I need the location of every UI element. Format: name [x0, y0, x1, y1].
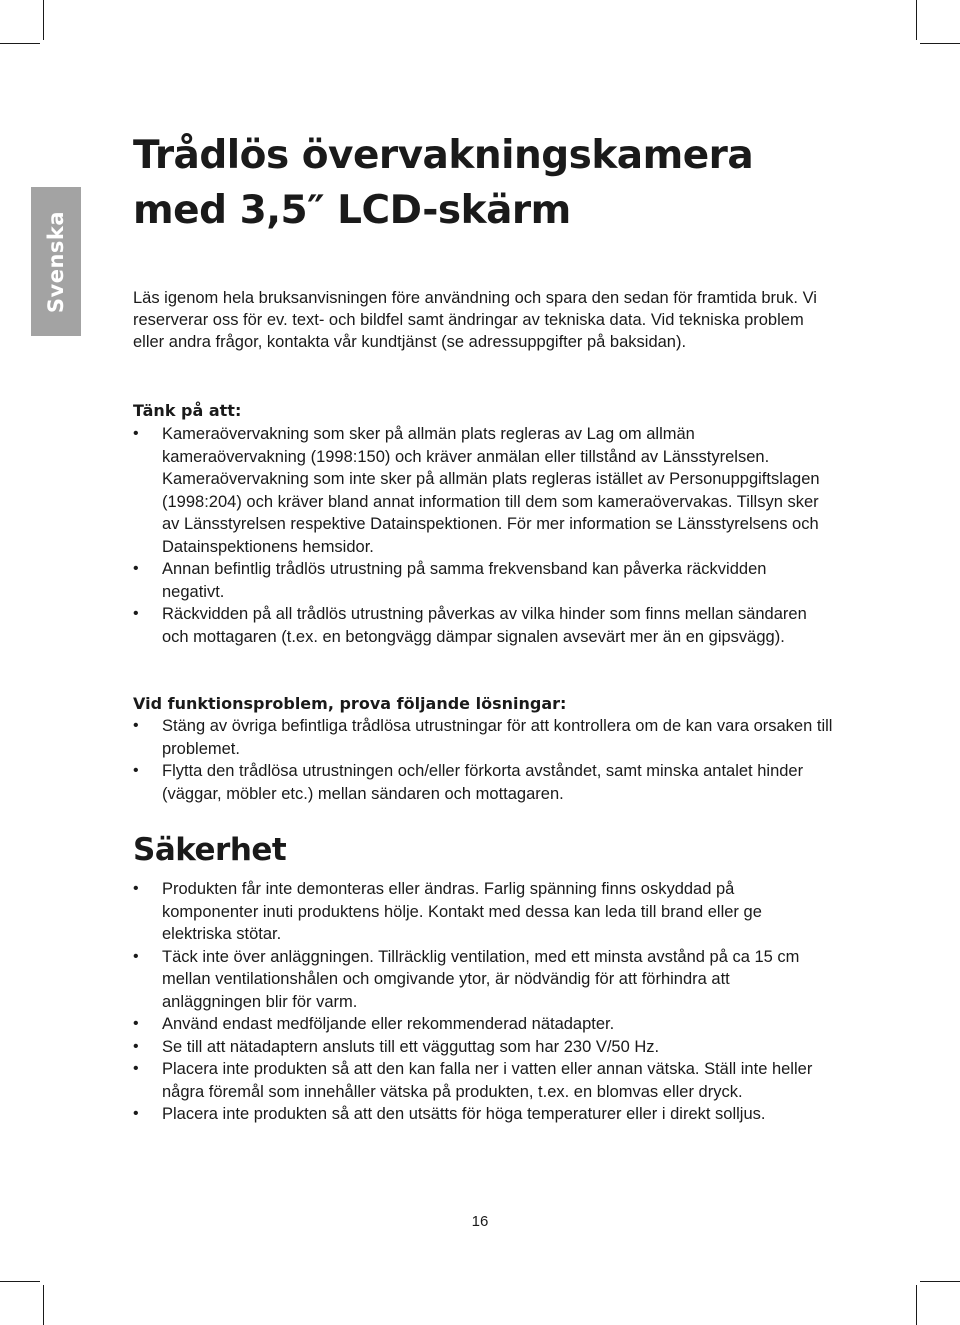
list-item	[133, 878, 833, 946]
bullet-icon: •	[133, 947, 139, 965]
bullet-icon: •	[133, 762, 139, 779]
language-tab-label: Svenska	[44, 210, 68, 313]
funktionsproblem-list	[133, 715, 833, 805]
bullet-icon: •	[133, 1105, 139, 1122]
list-item	[133, 423, 833, 558]
crop-mark	[0, 1281, 40, 1282]
bullet-icon: •	[133, 1060, 139, 1077]
list-item-text: Placera inte produkten så att den utsätts för höga temperaturer eller i direkt solljus.	[162, 1105, 766, 1123]
list-item	[133, 1013, 833, 1036]
bullet-icon: •	[133, 605, 139, 622]
bullet-icon: •	[133, 880, 139, 897]
list-item-text: Flytta den trådlösa utrustningen och/eller förkorta avståndet, samt minska antalet hinder (väggar, möbler etc.) mellan sändaren och mottagaren.	[162, 762, 804, 803]
language-tab	[31, 187, 81, 336]
list-item	[133, 1036, 833, 1059]
list-item	[133, 760, 833, 805]
crop-mark	[43, 1285, 44, 1325]
crop-mark	[916, 0, 917, 40]
funktionsproblem-heading: Vid funktionsproblem, prova följande lösningar:	[133, 694, 567, 713]
bullet-icon: •	[133, 425, 139, 442]
tank-pa-att-heading: Tänk på att:	[133, 401, 242, 420]
crop-mark	[916, 1285, 917, 1325]
list-item-text: Placera inte produkten så att den kan falla ner i vatten eller annan vätska. Ställ inte heller några föremål som innehåller vätska på produkten, t.ex. en blomvas eller dryck.	[162, 1060, 813, 1101]
list-item	[133, 1058, 833, 1103]
safety-list	[133, 878, 833, 1126]
list-item	[133, 715, 833, 760]
list-item-text: Räckvidden på all trådlös utrustning påverkas av vilka hinder som finns mellan sändaren och mottagaren (t.ex. en betongvägg dämpar signalen avsevärt mer än en gipsvägg).	[162, 605, 807, 646]
bullet-icon: •	[133, 560, 139, 577]
tank-pa-att-list	[133, 423, 833, 648]
list-item-text: Täck inte över anläggningen. Tillräcklig ventilation, med ett minsta avstånd på ca 15 cm mellan ventilationshålen och omgivande ytor, är nödvändig för att förhindra att anläggningen blir för varm.	[162, 947, 800, 1011]
page-title-line2: med 3,5″ LCD-skärm	[133, 188, 571, 233]
list-item-text: Produkten får inte demonteras eller ändras. Farlig spänning finns oskyddad på komponenter inuti produktens hölje. Kontakt med dessa kan leda till brand eller ge elektriska stötar.	[162, 880, 762, 943]
crop-mark	[920, 43, 960, 44]
list-item	[133, 1103, 833, 1126]
bullet-icon: •	[133, 1015, 139, 1032]
list-item	[133, 946, 833, 1014]
crop-mark	[43, 0, 44, 40]
page-title	[133, 128, 753, 238]
list-item	[133, 603, 833, 648]
bullet-icon: •	[133, 717, 139, 734]
list-item-text: Se till att nätadaptern ansluts till ett vägguttag som har 230 V/50 Hz.	[162, 1037, 660, 1056]
list-item	[133, 558, 833, 603]
list-item-text: Annan befintlig trådlös utrustning på samma frekvensband kan påverka räckvidden negativt.	[162, 560, 767, 601]
crop-mark	[0, 43, 40, 44]
crop-mark	[920, 1281, 960, 1282]
list-item-text: Använd endast medföljande eller rekommenderad nätadapter.	[162, 1015, 615, 1033]
safety-heading: Säkerhet	[133, 832, 287, 868]
intro-paragraph: Läs igenom hela bruksanvisningen före användning och spara den sedan för framtida bruk. Vi reserverar oss för ev. text- och bildfel samt ändringar av tekniska data. Vid tekniska problem eller andra frågor, kontakta vår kundtjänst (se adressuppgifter på baksidan).	[133, 289, 817, 352]
list-item-text: Kameraövervakning som sker på allmän plats regleras av Lag om allmän kameraövervakning (1998:150) och kräver anmälan eller tillstånd av Länsstyrelsen. Kameraövervakning som inte sker på allmän plats regleras istället av Personuppgiftslagen (1998:204) och kräver bland annat information till dem som kameraövervakas. Tillsyn sker av Länsstyrelsen respektive Datainspektionen. För mer information se Länsstyrelsens och Datainspektionens hemsidor.	[162, 425, 820, 556]
page-number: 16	[471, 1213, 489, 1230]
list-item-text: Stäng av övriga befintliga trådlösa utrustningar för att kontrollera om de kan vara orsaken till problemet.	[162, 717, 833, 758]
bullet-icon: •	[133, 1037, 139, 1055]
page-title-line1: Trådlös övervakningskamera	[133, 133, 754, 178]
